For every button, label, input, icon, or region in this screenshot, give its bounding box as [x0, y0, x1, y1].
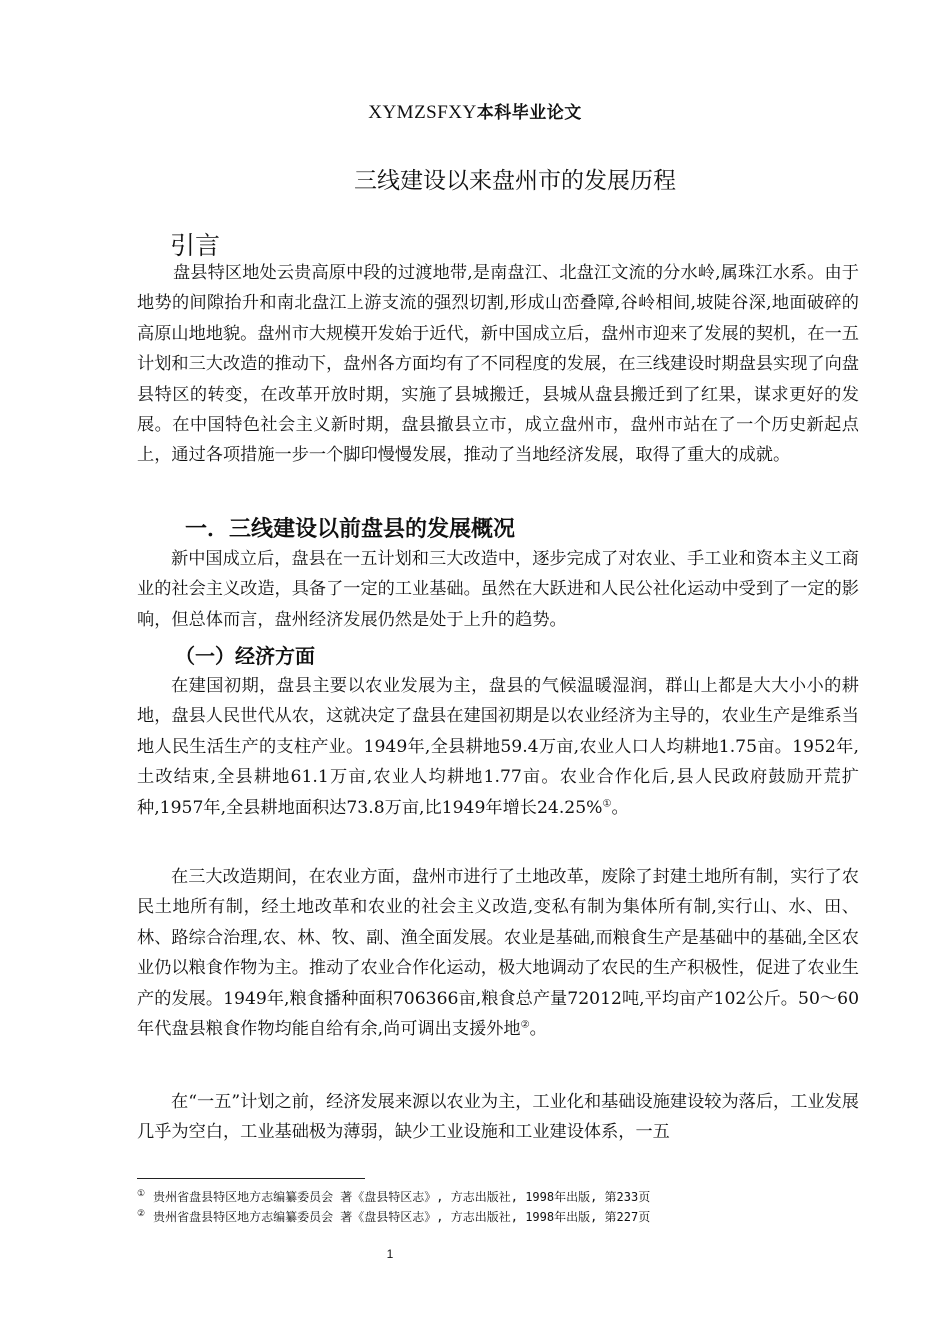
economy-paragraph-2: [137, 862, 859, 1044]
subsection-economy-heading: （一）经济方面: [175, 644, 315, 668]
footnote-2-text: 贵州省盘县特区地方志编纂委员会 著《盘县特区志》, 方志出版社, 1998年出版, 第227页: [153, 1210, 651, 1224]
section-1-heading: 一．三线建设以前盘县的发展概况: [185, 517, 516, 542]
footnote-1-text: 贵州省盘县特区地方志编纂委员会 著《盘县特区志》, 方志出版社, 1998年出版, 第233页: [153, 1190, 651, 1204]
footnote-ref-1[interactable]: ①: [602, 797, 612, 809]
economy-paragraph-1: [137, 671, 859, 823]
economy-paragraph-1-end: 。: [611, 797, 629, 818]
intro-paragraph: 盘县特区地处云贵高原中段的过渡地带,是南盘江、北盘江文流的分水岭,属珠江水系。由于地势的间隙抬升和南北盘江上游支流的强烈切割,形成山峦叠障,谷岭相间,坡陡谷深,地面破碎的高原山地地貌。盘州市大规模开发始于近代，新中国成立后，盘州市迎来了发展的契机，在一五计划和三大改造的推动下，盘州各方面均有了不同程度的发展，在三线建设时期盘县实现了向盘县特区的转变，在改革开放时期，实施了县城搬迁，县城从盘县搬迁到了红果，谋求更好的发展。在中国特色社会主义新时期，盘县撤县立市，成立盘州市，盘州市站在了一个历史新起点上，通过各项措施一步一个脚印慢慢发展，推动了当地经济发展，取得了重大的成就。: [137, 263, 859, 466]
economy-paragraph-2-end: 。: [529, 1019, 547, 1040]
paper-title: 三线建设以来盘州市的发展历程: [354, 168, 676, 194]
header-thesis-label: 本科毕业论文: [476, 103, 582, 123]
footnotes: [137, 1187, 857, 1227]
footnote-separator: [137, 1178, 365, 1179]
economy-paragraph-2-text: 在三大改造期间，在农业方面，盘州市进行了土地改革，废除了封建土地所有制，实行了农民土地所有制，经土地改革和农业的社会主义改造,变私有制为集体所有制,实行山、水、田、林、路综合治理,农、林、牧、副、渔全面发展。农业是基础,而粮食生产是基础中的基础,全区农业仍以粮食作物为主。推动了农业合作化运动，极大地调动了农民的生产积极性，促进了农业生产的发展。1949年,粮食播种面积706366亩,粮食总产量72012吨,平均亩产102公斤。50～60年代盘县粮食作物均能自给有余,尚可调出支援外地: [137, 867, 859, 1040]
footnote-ref-2[interactable]: ②: [520, 1019, 530, 1031]
footnote-1: [137, 1187, 857, 1207]
header-school-code: XYMZSFXY: [368, 102, 477, 123]
footnote-1-mark: ①: [137, 1189, 146, 1199]
page-number: 1: [386, 1247, 394, 1261]
intro-heading: 引言: [170, 231, 221, 260]
footnote-2-mark: ②: [137, 1209, 146, 1219]
running-header: [0, 98, 950, 124]
economy-paragraph-1-text: 在建国初期，盘县主要以农业发展为主，盘县的气候温暖湿润，群山上都是大大小小的耕地，盘县人民世代从农，这就决定了盘县在建国初期是以农业经济为主导的，农业生产是维系当地人民生活生产的支柱产业。1949年,全县耕地59.4万亩,农业人口人均耕地1.75亩。1952年,土改结束,全县耕地61.1万亩,农业人均耕地1.77亩。农业合作化后,县人民政府鼓励开荒扩种,1957年,全县耕地面积达73.8万亩,比1949年增长24.25%: [137, 676, 859, 818]
section-1-paragraph: 新中国成立后，盘县在一五计划和三大改造中，逐步完成了对农业、手工业和资本主义工商业的社会主义改造，具备了一定的工业基础。虽然在大跃进和人民公社化运动中受到了一定的影响，但总体而言，盘州经济发展仍然是处于上升的趋势。: [137, 549, 859, 630]
footnote-2: [137, 1207, 857, 1227]
economy-paragraph-3: 在“一五”计划之前，经济发展来源以农业为主，工业化和基础设施建设较为落后，工业发展几乎为空白，工业基础极为薄弱，缺少工业设施和工业建设体系，一五: [137, 1092, 859, 1143]
